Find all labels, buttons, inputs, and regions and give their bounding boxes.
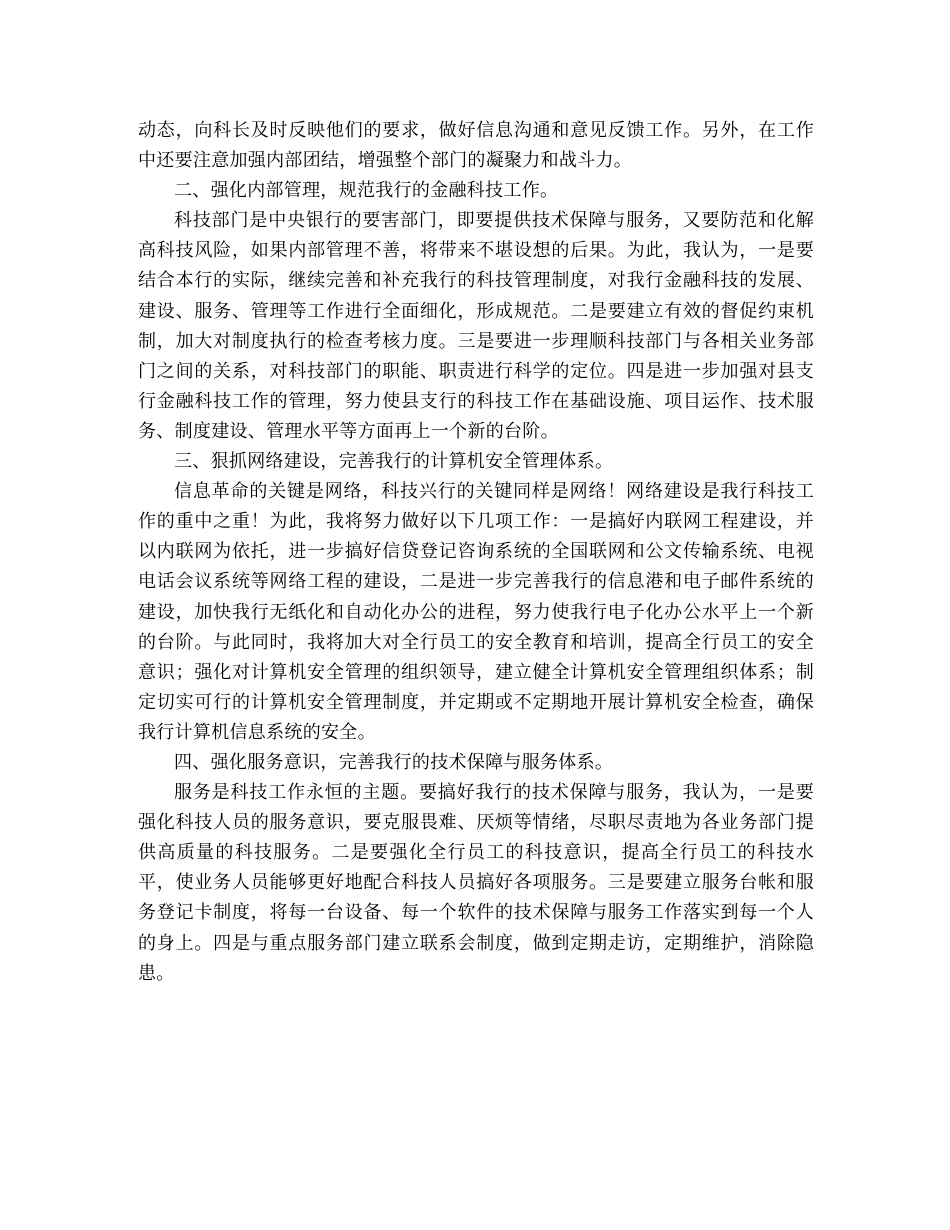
section-heading-3: 三、狠抓网络建设，完善我行的计算机安全管理体系。 <box>174 451 614 473</box>
section-heading-2: 二、强化内部管理，规范我行的金融科技工作。 <box>174 180 559 202</box>
paragraph-continued: 动态，向科长及时反映他们的要求，做好信息沟通和意见反馈工作。另外，在工作中还要注意加强内部团结，增强整个部门的凝聚力和战斗力。 <box>138 120 814 172</box>
paragraph-service-awareness: 服务是科技工作永恒的主题。要搞好我行的技术保障与服务，我认为，一是要强化科技人员的服务意识，要克服畏难、厌烦等情绪，尽职尽责地为各业务部门提供高质量的科技服务。二是要强化全行员工的科技意识，提高全行员工的科技水平，使业务人员能够更好地配合科技人员搞好各项服务。三是要建立服务台帐和服务登记卡制度，将每一台设备、每一个软件的技术保障与服务工作落实到每一个人的身上。四是与重点服务部门建立联系会制度，做到定期走访，定期维护，消除隐患。 <box>138 782 814 984</box>
section-heading-4: 四、强化服务意识，完善我行的技术保障与服务体系。 <box>174 751 614 773</box>
document-body <box>138 116 814 989</box>
paragraph-network-construction: 信息革命的关键是网络，科技兴行的关键同样是网络！网络建设是我行科技工作的重中之重！为此，我将努力做好以下几项工作：一是搞好内联网工程建设，并以内联网为依托，进一步搞好信贷登记咨询系统的全国联网和公文传输系统、电视电话会议系统等网络工程的建设，二是进一步完善我行的信息港和电子邮件系统的建设，加快我行无纸化和自动化办公的进程，努力使我行电子化办公水平上一个新的台阶。与此同时，我将加大对全行员工的安全教育和培训，提高全行员工的安全意识；强化对计算机安全管理的组织领导，建立健全计算机安全管理组织体系；制定切实可行的计算机安全管理制度，并定期或不定期地开展计算机安全检查，确保我行计算机信息系统的安全。 <box>138 481 814 743</box>
paragraph-internal-management: 科技部门是中央银行的要害部门，即要提供技术保障与服务，又要防范和化解高科技风险，如果内部管理不善，将带来不堪设想的后果。为此，我认为，一是要结合本行的实际，继续完善和补充我行的科技管理制度，对我行金融科技的发展、建设、服务、管理等工作进行全面细化，形成规范。二是要建立有效的督促约束机制，加大对制度执行的检查考核力度。三是要进一步理顺科技部门与各相关业务部门之间的关系，对科技部门的职能、职责进行科学的定位。四是进一步加强对县支行金融科技工作的管理，努力使县支行的科技工作在基础设施、项目运作、技术服务、制度建设、管理水平等方面再上一个新的台阶。 <box>138 210 814 442</box>
